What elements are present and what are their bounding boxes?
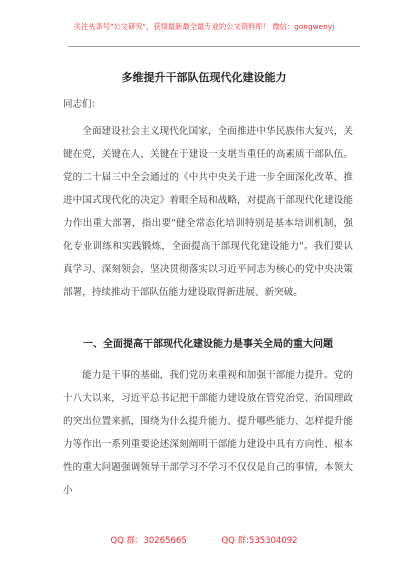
header-divider — [68, 46, 360, 47]
section-heading: 一、全面提高干部现代化建设能力是事关全局的重大问题 — [83, 339, 333, 350]
qq-group-1: QQ 群：30265665 — [110, 536, 187, 546]
body-paragraph: 全面建设社会主义现代化国家，全面推进中华民族伟大复兴，关键在党，关键在人，关键在于建设一支堪当重任的高素质干部队伍。党的二十届三中全会通过的《中共中央关于进一步全面深化改革、推进中国式现代化的决定》着眼全局和战略，对提高干部现代化建设能力作出重大部署，指出要"健全常态化培训特别是基本培训机制，强化专业训练和实践锻炼，全面提高干部现代化建设能力"。我们要认真学习、深刻领会，坚决贯彻落实以习近平同志为核心的党中央决策部署，持续推动干部队伍能力建设取得新进展、新突破。 — [63, 126, 353, 298]
qq-group-2: QQ 群:535304092 — [221, 536, 298, 546]
body-paragraph: 能力是干事的基础，我们党历来重视和加强干部能力提升。党的十八大以来，习近平总书记把干部能力建设放在管党治党、治国理政的突出位置来抓，围绕为什么提升能力、提升哪些能力、怎样提升能力等作出一系列重要论述深刻阐明干部能力建设中具有方向性、根本性的重大问题强调领导干部学习不学习不仅仅是自己的事情，本领大小 — [63, 370, 353, 496]
promo-banner: 关注头条号"公文研究"，获得最新最全最专业的公文资料库！ 微信：gongwenyj — [73, 22, 335, 31]
footer-contact — [0, 534, 408, 546]
document-title: 多维提升干部队伍现代化建设能力 — [121, 71, 287, 84]
salutation: 同志们： — [63, 99, 102, 110]
